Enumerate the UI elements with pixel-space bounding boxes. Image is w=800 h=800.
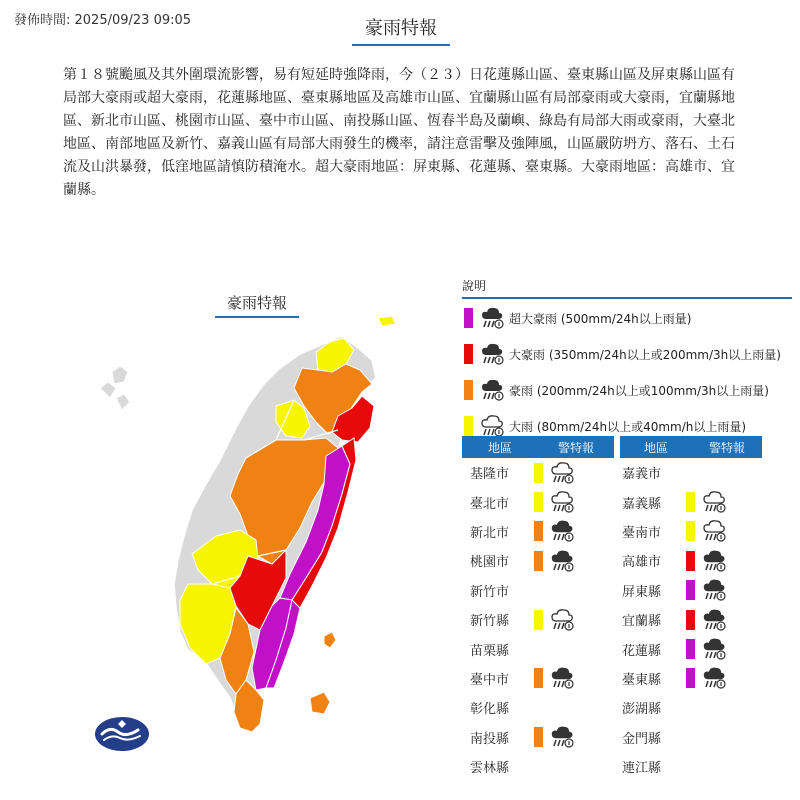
table-row (614, 634, 727, 663)
alert-cell (534, 460, 575, 486)
alert-cell (534, 518, 575, 544)
heavy-rain-cloud-icon (549, 724, 575, 750)
alert-swatch (686, 492, 695, 512)
table-row (614, 605, 727, 634)
alert-swatch (534, 668, 543, 688)
legend-swatch (464, 344, 473, 364)
column-header-region: 地區 (620, 436, 692, 458)
alert-swatch (686, 668, 695, 688)
region-name: 連江縣 (622, 761, 662, 777)
alert-cell (686, 548, 727, 574)
alert-cell (686, 665, 727, 691)
rain-cloud-outline-icon (701, 489, 727, 515)
alert-cell (534, 489, 575, 515)
alert-swatch (534, 551, 543, 571)
legend-swatch (464, 380, 473, 400)
map-region-matsu (378, 316, 396, 326)
alert-swatch (534, 492, 543, 512)
region-name: 彰化縣 (470, 702, 510, 718)
region-name: 基隆市 (470, 467, 510, 483)
bulletin-text: 第１８號颱風及其外圍環流影響，易有短延時強降雨，今（２３）日花蓮縣山區、臺東縣山區及屏東縣山區有局部大豪雨或超大豪雨，花蓮縣地區、臺東縣地區及高雄市山區、宜蘭縣山區有局部豪雨或大豪雨，宜蘭縣地區、新北市山區、桃園市山區、臺中市山區、南投縣山區、恆春半島及蘭嶼、綠島有局部大雨或豪雨，大臺北地區、南部地區及新竹、嘉義山區有局部大雨發生的機率，請注意雷擊及強陣風，山區嚴防坍方、落石、土石流及山洪暴發，低窪地區請慎防積淹水。超大豪雨地區：屏東縣、花蓮縣、臺東縣。大豪雨地區：高雄市、宜蘭縣。 (63, 67, 735, 198)
alert-cell (686, 607, 727, 633)
alert-swatch (686, 521, 695, 541)
heavy-rain-cloud-icon (479, 377, 505, 403)
column-header-region: 地區 (462, 436, 538, 458)
alert-cell (686, 577, 727, 603)
map-region-lanyu (310, 692, 330, 714)
region-name: 臺東縣 (622, 672, 662, 688)
region-name: 嘉義縣 (622, 496, 662, 512)
region-name: 新北市 (470, 525, 510, 541)
alert-swatch (686, 580, 695, 600)
table-row (462, 546, 575, 575)
table-row (462, 605, 575, 634)
alert-cell (686, 489, 727, 515)
rain-cloud-outline-icon (549, 607, 575, 633)
legend-swatch (464, 416, 473, 436)
table-row (462, 458, 575, 487)
region-name: 雲林縣 (470, 761, 510, 777)
alert-cell (534, 607, 575, 633)
region-name: 新竹市 (470, 584, 510, 600)
alert-cell (686, 636, 727, 662)
map-region-green-island (324, 632, 336, 648)
table-row (462, 487, 575, 516)
alert-swatch (686, 639, 695, 659)
table-column-left (462, 458, 575, 781)
table-row (462, 664, 575, 693)
issue-time: 發佈時間: 2025/09/23 09:05 (14, 13, 192, 28)
taiwan-warning-map (80, 288, 460, 768)
legend-item-extremely-torrential (462, 301, 792, 335)
heavy-rain-cloud-icon (701, 636, 727, 662)
legend-swatch (464, 308, 473, 328)
heavy-rain-cloud-icon (701, 548, 727, 574)
column-header-alert: 警特報 (538, 436, 614, 458)
table-row (462, 752, 575, 781)
alert-swatch (534, 521, 543, 541)
alert-swatch (534, 463, 543, 483)
alert-cell (686, 518, 727, 544)
heavy-rain-cloud-icon (549, 665, 575, 691)
region-name: 臺南市 (622, 525, 662, 541)
region-name: 新竹縣 (470, 614, 510, 630)
table-row (614, 576, 727, 605)
region-name: 南投縣 (470, 731, 510, 747)
column-header-alert: 警特報 (692, 436, 762, 458)
warning-table (462, 436, 762, 777)
region-name: 臺中市 (470, 672, 510, 688)
region-name: 高雄市 (622, 555, 662, 571)
legend-item-torrential (462, 337, 792, 371)
legend-item-extremely-heavy (462, 373, 792, 407)
legend-label: 超大豪雨 (500mm/24h以上雨量) (509, 311, 692, 326)
region-name: 宜蘭縣 (622, 614, 662, 630)
region-name: 桃園市 (470, 555, 510, 571)
region-name: 嘉義市 (622, 467, 662, 483)
table-row (462, 517, 575, 546)
region-name: 臺北市 (470, 496, 510, 512)
table-row (614, 487, 727, 516)
region-name: 花蓮縣 (622, 643, 662, 659)
region-name: 金門縣 (622, 731, 662, 747)
region-name: 屏東縣 (622, 584, 662, 600)
alert-swatch (534, 610, 543, 630)
alert-cell (534, 548, 575, 574)
legend-label: 大豪雨 (350mm/24h以上或200mm/3h以上雨量) (509, 347, 781, 362)
table-row (614, 546, 727, 575)
region-name: 苗栗縣 (470, 643, 510, 659)
legend-title: 說明 (462, 276, 792, 299)
alert-swatch (686, 610, 695, 630)
map-region-penghu (100, 366, 130, 410)
region-name: 澎湖縣 (622, 702, 662, 718)
page-title: 豪雨特報 (352, 14, 450, 46)
map-title: 豪雨特報 (215, 292, 299, 318)
heavy-rain-cloud-icon (479, 341, 505, 367)
table-row (462, 576, 575, 605)
table-row (614, 517, 727, 546)
alert-swatch (534, 727, 543, 747)
alert-cell (534, 665, 575, 691)
alert-cell (534, 724, 575, 750)
table-row (462, 634, 575, 663)
table-row (462, 723, 575, 752)
table-row (614, 458, 727, 487)
warning-map-panel (80, 288, 460, 768)
heavy-rain-cloud-icon (549, 548, 575, 574)
legend-panel (462, 276, 792, 443)
table-row (614, 752, 727, 781)
heavy-rain-cloud-icon (549, 518, 575, 544)
heavy-rain-cloud-icon (701, 607, 727, 633)
rain-cloud-outline-icon (549, 489, 575, 515)
heavy-rain-cloud-icon (701, 665, 727, 691)
table-header (462, 436, 762, 458)
table-row (462, 693, 575, 722)
rain-cloud-outline-icon (701, 518, 727, 544)
heavy-rain-cloud-icon (701, 577, 727, 603)
table-row (614, 723, 727, 752)
heavy-rain-cloud-icon (479, 305, 505, 331)
rain-cloud-outline-icon (549, 460, 575, 486)
cwa-logo (94, 716, 150, 752)
alert-swatch (686, 551, 695, 571)
legend-label: 大雨 (80mm/24h以上或40mm/h以上雨量) (509, 419, 747, 434)
table-column-right (614, 458, 727, 781)
table-row (614, 693, 727, 722)
table-row (614, 664, 727, 693)
legend-label: 豪雨 (200mm/24h以上或100mm/3h以上雨量) (509, 383, 769, 398)
